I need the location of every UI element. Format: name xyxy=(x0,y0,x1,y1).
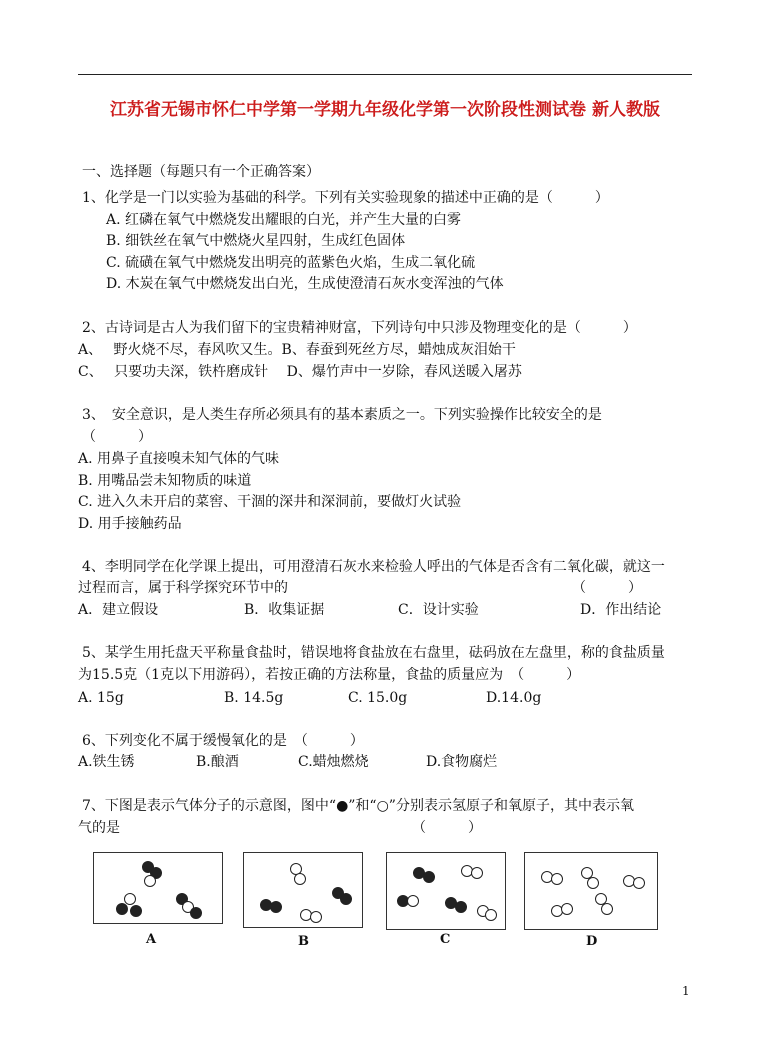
q3-stem: 3、 安全意识，是人类生存所必须具有的基本素质之一。下列实验操作比较安全的是 xyxy=(82,407,602,423)
hydrogen-atom xyxy=(423,871,435,883)
q3-option-a: A. 用鼻子直接嗅未知气体的气味 xyxy=(78,451,280,467)
q2-stem: 2、古诗词是古人为我们留下的宝贵精神财富，下列诗句中只涉及物理变化的是（ ） xyxy=(82,320,637,336)
q4-option-b: B．收集证据 xyxy=(244,602,325,618)
molecule-box-b xyxy=(243,852,363,928)
q6-option-c: C.蜡烛燃烧 xyxy=(298,754,369,770)
q4-option-d: D．作出结论 xyxy=(580,602,662,618)
q5-option-d: D.14.0g xyxy=(486,690,542,706)
q3-option-d: D. 用手接触药品 xyxy=(78,516,182,532)
q5-stem-line2: 为15.5克（1克以下用游码），若按正确的方法称量，食盐的质量应为 （ ） xyxy=(78,667,581,683)
q5-option-a: A. 15g xyxy=(78,690,124,706)
q3-answer-paren: （ ） xyxy=(82,429,152,445)
q4-stem-line1: 4、李明同学在化学课上提出，可用澄清石灰水来检验人呼出的气体是否含有二氧化碳，就这一 xyxy=(82,559,665,575)
molecule-box-c xyxy=(386,852,506,930)
figure-label-d: D xyxy=(586,934,598,949)
oxygen-atom xyxy=(485,909,497,921)
figure-label-a: A xyxy=(146,932,157,947)
q5-stem-line1: 5、某学生用托盘天平称量食盐时，错误地将食盐放在右盘里，砝码放在左盘里，称的食盐质量 xyxy=(82,645,665,661)
hydrogen-atom xyxy=(130,905,142,917)
q4-answer-paren: （ ） xyxy=(572,580,642,596)
hydrogen-atom xyxy=(455,901,467,913)
molecule-box-a xyxy=(93,852,223,924)
hydrogen-atom xyxy=(190,907,202,919)
q2-options-cd: C、 只要功夫深，铁杵磨成针 D、爆竹声中一岁除，春风送暖入屠苏 xyxy=(78,364,522,380)
oxygen-atom xyxy=(310,911,322,923)
figure-label-b: B xyxy=(298,934,309,949)
q1-stem: 1、化学是一门以实验为基础的科学。下列有关实验现象的描述中正确的是（ ） xyxy=(82,190,609,206)
q6-option-d: D.食物腐烂 xyxy=(426,754,498,770)
q1-option-b: B. 细铁丝在氧气中燃烧火星四射，生成红色固体 xyxy=(106,233,406,249)
oxygen-atom xyxy=(551,873,563,885)
hydrogen-atom xyxy=(340,893,352,905)
q4-option-c: C．设计实验 xyxy=(398,602,479,618)
oxygen-atom xyxy=(294,873,306,885)
oxygen-atom xyxy=(561,903,573,915)
q1-option-d: D. 木炭在氧气中燃烧发出白光，生成使澄清石灰水变浑浊的气体 xyxy=(106,276,504,292)
q7-answer-paren: （ ） xyxy=(412,820,482,836)
section-heading: 一、选择题（每题只有一个正确答案） xyxy=(82,164,320,180)
q5-option-b: B. 14.5g xyxy=(224,690,284,706)
figure-label-c: C xyxy=(440,932,451,947)
q7-stem-line1: 7、下图是表示气体分子的示意图，图中“●”和“○”分别表示氢原子和氧原子，其中表示氧 xyxy=(82,798,634,814)
q1-option-c: C. 硫磺在氧气中燃烧发出明亮的蓝紫色火焰，生成二氧化硫 xyxy=(106,255,476,271)
hydrogen-atom xyxy=(270,901,282,913)
page-title: 江苏省无锡市怀仁中学第一学期九年级化学第一次阶段性测试卷 新人教版 xyxy=(110,100,660,120)
q6-option-b: B.酿酒 xyxy=(196,754,239,770)
oxygen-atom xyxy=(601,903,613,915)
oxygen-atom xyxy=(471,867,483,879)
oxygen-atom xyxy=(407,895,419,907)
q4-stem-line2: 过程而言，属于科学探究环节中的 xyxy=(78,580,288,596)
q6-stem: 6、下列变化不属于缓慢氧化的是 （ ） xyxy=(82,733,364,749)
q3-option-c: C. 进入久未开启的菜窖、干涸的深井和深洞前，要做灯火试验 xyxy=(78,494,462,510)
page-number: 1 xyxy=(682,984,690,998)
q2-options-ab: A、 野火烧不尽，春风吹又生。B、春蚕到死丝方尽，蜡烛成灰泪始干 xyxy=(78,342,516,358)
q7-stem-line2: 气的是 xyxy=(78,820,120,836)
q5-option-c: C. 15.0g xyxy=(348,690,408,706)
q4-option-a: A．建立假设 xyxy=(78,602,159,618)
q6-option-a: A.铁生锈 xyxy=(78,754,135,770)
oxygen-atom xyxy=(144,875,156,887)
q3-option-b: B. 用嘴品尝未知物质的味道 xyxy=(78,473,252,489)
header-rule xyxy=(78,74,692,75)
molecule-box-d xyxy=(524,852,658,930)
q1-option-a: A. 红磷在氧气中燃烧发出耀眼的白光，并产生大量的白雾 xyxy=(106,212,462,228)
oxygen-atom xyxy=(124,893,136,905)
hydrogen-atom xyxy=(116,903,128,915)
oxygen-atom xyxy=(633,877,645,889)
oxygen-atom xyxy=(587,877,599,889)
